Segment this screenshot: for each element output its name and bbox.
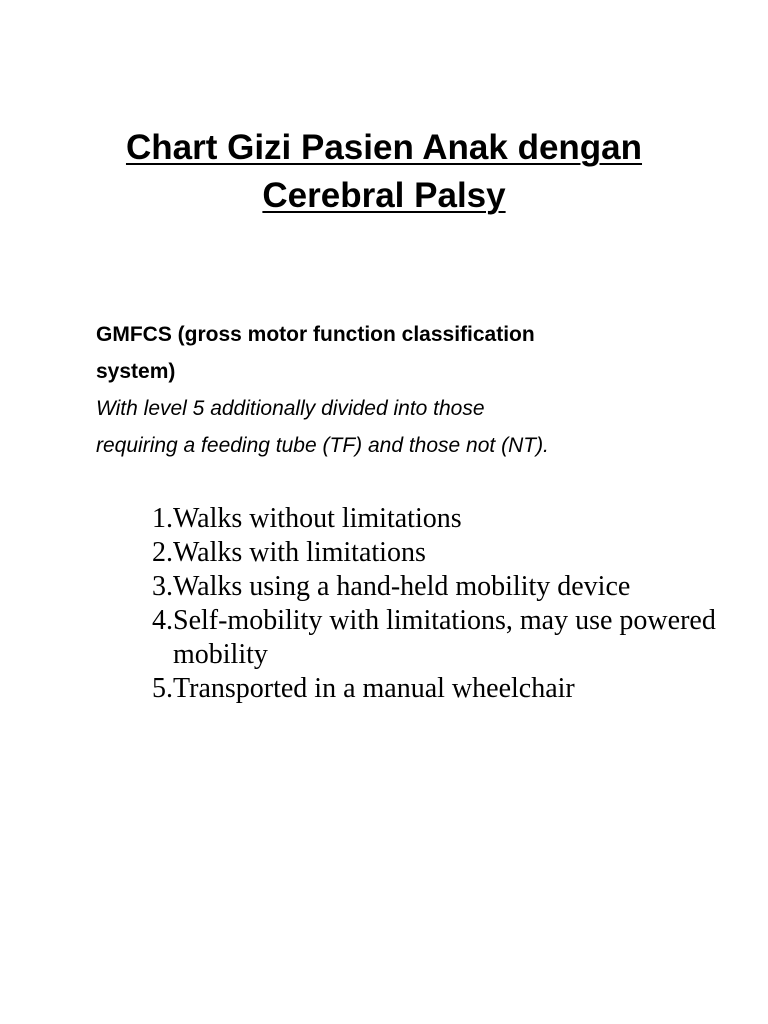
list-item-text: Self-mobility with limitations, may use powered mobility [173, 605, 716, 670]
list-item-text: Transported in a manual wheelchair [173, 673, 575, 704]
gmfcs-section [96, 316, 716, 464]
list-item [96, 502, 736, 536]
page-title [60, 124, 708, 220]
list-item-text: Walks using a hand-held mobility device [173, 571, 631, 602]
page-title-line-1: Chart Gizi Pasien Anak dengan [125, 128, 643, 167]
list-item-text: Walks without limitations [173, 503, 462, 534]
list-item [96, 604, 736, 672]
list-item-number: 5. [152, 673, 173, 704]
list-item [96, 672, 736, 706]
list-item [96, 536, 736, 570]
list-item-text: Walks with limitations [173, 537, 426, 568]
gmfcs-note-line-1: With level 5 additionally divided into those [96, 397, 485, 420]
gmfcs-note-line-2: requiring a feeding tube (TF) and those not (NT). [96, 434, 549, 457]
gmfcs-heading-line-2: system) [96, 360, 176, 383]
list-item [96, 570, 736, 604]
gmfcs-heading-line-1: GMFCS (gross motor function classification [96, 323, 535, 346]
list-item-number: 4. [152, 605, 173, 636]
list-item-number: 2. [152, 537, 173, 568]
gmfcs-level-list [96, 502, 736, 706]
page-title-line-2: Cerebral Palsy [262, 176, 506, 215]
list-item-number: 3. [152, 571, 173, 602]
list-item-number: 1. [152, 503, 173, 534]
